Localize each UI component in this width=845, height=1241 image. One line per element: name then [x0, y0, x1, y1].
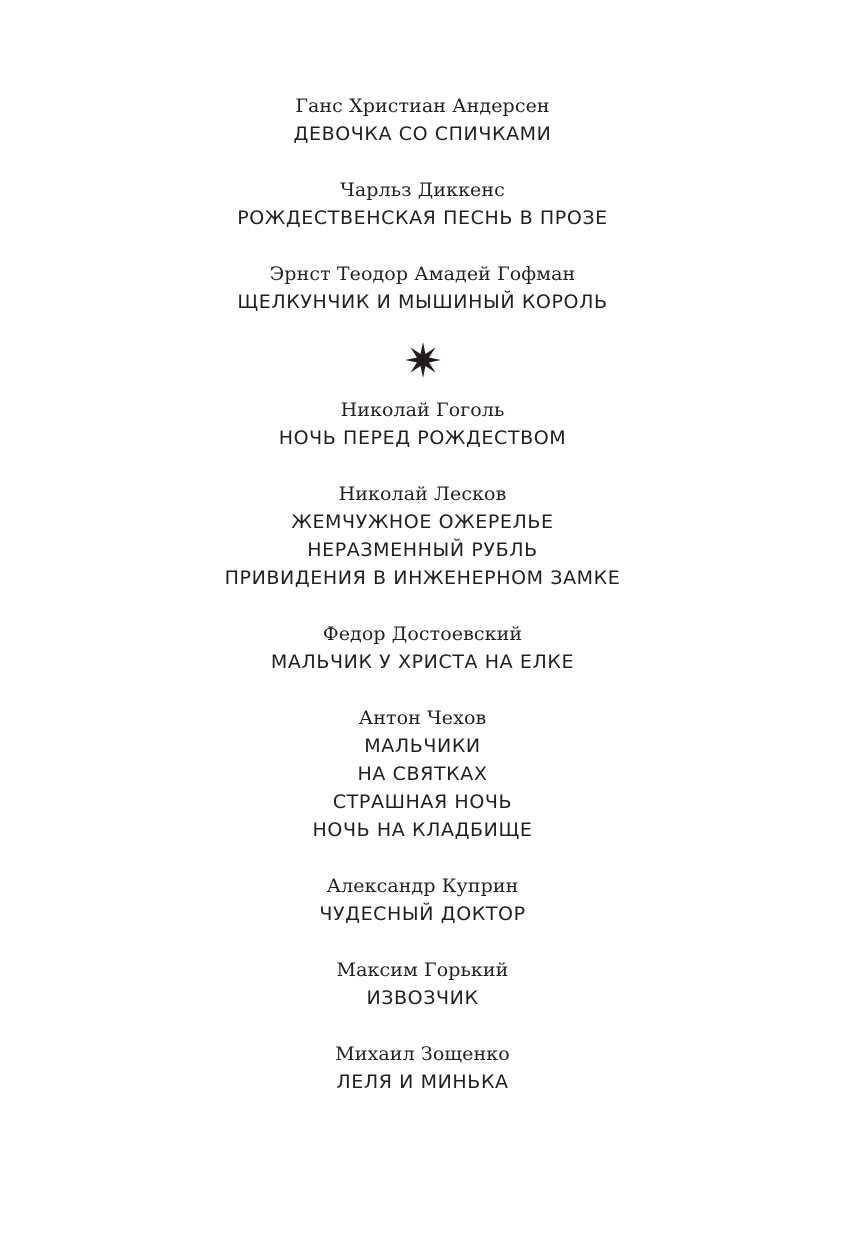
- work-title: ПРИВИДЕНИЯ В ИНЖЕНЕРНОМ ЗАМКЕ: [224, 567, 621, 589]
- author-name: Николай Гоголь: [340, 399, 505, 421]
- work-title: ДЕВОЧКА СО СПИЧКАМИ: [293, 123, 552, 145]
- author-name: Федор Достоевский: [322, 623, 523, 645]
- author-name: Николай Лесков: [338, 483, 507, 505]
- author-name: Максим Горький: [336, 959, 509, 981]
- contents-entry: [0, 956, 845, 1012]
- work-title: ЖЕМЧУЖНОЕ ОЖЕРЕЛЬЕ: [291, 511, 554, 533]
- work-title: МАЛЬЧИК У ХРИСТА НА ЕЛКЕ: [270, 651, 575, 673]
- work-title: НЕРАЗМЕННЫЙ РУБЛЬ: [307, 539, 538, 561]
- contents-entry: [0, 620, 845, 676]
- work-title: МАЛЬЧИКИ: [364, 735, 481, 757]
- author-name: Ганс Христиан Андерсен: [295, 95, 550, 117]
- work-title: ЩЕЛКУНЧИК И МЫШИНЫЙ КОРОЛЬ: [237, 291, 608, 313]
- author-name: Антон Чехов: [358, 707, 487, 729]
- eight-pointed-star-icon: [404, 341, 442, 379]
- work-title: ЧУДЕСНЫЙ ДОКТОР: [319, 903, 526, 925]
- work-title: СТРАШНАЯ НОЧЬ: [332, 791, 513, 813]
- contents-page: [0, 92, 845, 1124]
- author-name: Александр Куприн: [326, 875, 519, 897]
- contents-section-russian: [0, 396, 845, 1096]
- contents-entry: [0, 92, 845, 148]
- work-title: ИЗВОЗЧИК: [366, 987, 479, 1009]
- contents-entry: [0, 872, 845, 928]
- author-name: Михаил Зощенко: [335, 1043, 510, 1065]
- contents-entry: [0, 260, 845, 316]
- section-divider: [0, 340, 845, 380]
- work-title: НОЧЬ ПЕРЕД РОЖДЕСТВОМ: [278, 427, 567, 449]
- work-title: НОЧЬ НА КЛАДБИЩЕ: [312, 819, 533, 841]
- work-title: РОЖДЕСТВЕНСКАЯ ПЕСНЬ В ПРОЗЕ: [237, 207, 608, 229]
- contents-entry: [0, 704, 845, 844]
- author-name: Чарльз Диккенс: [340, 179, 505, 201]
- work-title: ЛЕЛЯ И МИНЬКА: [336, 1071, 509, 1093]
- contents-entry: [0, 176, 845, 232]
- contents-entry: [0, 1040, 845, 1096]
- contents-section-foreign: [0, 92, 845, 316]
- contents-entry: [0, 480, 845, 592]
- work-title: НА СВЯТКАХ: [357, 763, 488, 785]
- contents-entry: [0, 396, 845, 452]
- author-name: Эрнст Теодор Амадей Гофман: [269, 263, 576, 285]
